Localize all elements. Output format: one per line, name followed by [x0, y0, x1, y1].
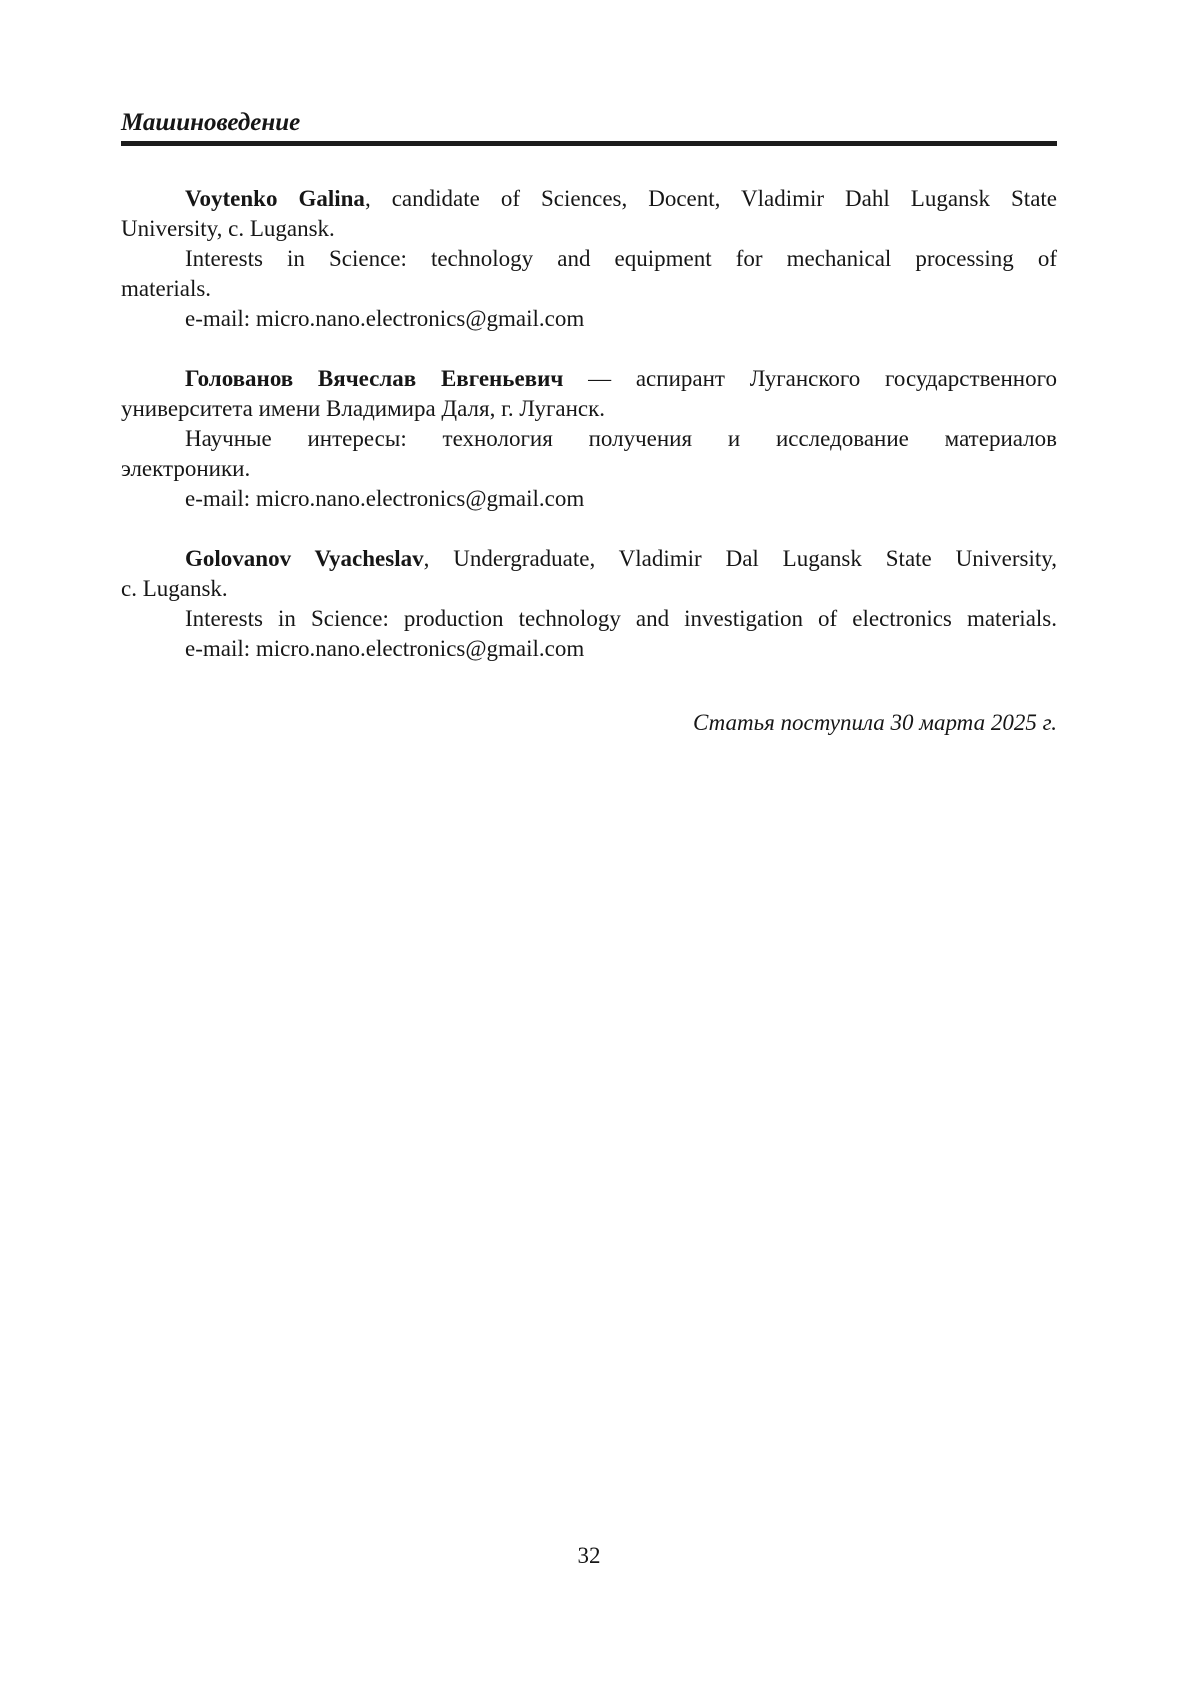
- author-name-line: [121, 364, 1057, 394]
- author-block-golovanov-ru: [121, 364, 1057, 514]
- author-interests-text-2: materials.: [121, 276, 212, 301]
- author-interests-text: Interests in Science: production technology and investigation of electronics materials.: [185, 606, 1057, 631]
- author-email-line: [121, 484, 1057, 514]
- author-interests-line: [121, 424, 1057, 454]
- page-number: [121, 1541, 1057, 1571]
- author-email-line: [121, 304, 1057, 334]
- author-name-line: [121, 184, 1057, 214]
- author-name-line: [121, 544, 1057, 574]
- article-received-note: [121, 708, 1057, 738]
- author-affiliation-line: [121, 394, 1057, 424]
- author-block-voytenko: [121, 184, 1057, 334]
- author-email-text: e-mail: micro.nano.electronics@gmail.com: [185, 486, 585, 511]
- running-head-title: Машиноведение: [121, 109, 301, 136]
- author-block-golovanov-en: [121, 544, 1057, 664]
- author-title-text: , Undergraduate, Vladimir Dal Lugansk State University,: [423, 546, 1057, 571]
- author-email-text: e-mail: micro.nano.electronics@gmail.com: [185, 636, 585, 661]
- author-email-text: e-mail: micro.nano.electronics@gmail.com: [185, 306, 585, 331]
- author-interests-text-2: электроники.: [121, 456, 251, 481]
- received-note-text: Статья поступила 30 марта 2025 г.: [692, 710, 1057, 735]
- author-interests-text: Interests in Science: technology and equipment for mechanical processing of: [185, 246, 1057, 271]
- author-interests-continuation: [121, 454, 1057, 484]
- author-affiliation-line: [121, 574, 1057, 604]
- author-affiliation-text: c. Lugansk.: [121, 576, 228, 601]
- author-affiliation-line: [121, 214, 1057, 244]
- page-content: [121, 0, 1057, 738]
- page-number-text: 32: [577, 1543, 601, 1568]
- author-interests-continuation: [121, 274, 1057, 304]
- author-title-text: — аспирант Луганского государственного: [563, 366, 1057, 391]
- author-title-text: , candidate of Sciences, Docent, Vladimir Dahl Lugansk State: [364, 186, 1057, 211]
- author-name-bold: Голованов Вячеслав Евгеньевич: [185, 366, 564, 391]
- running-head: [121, 108, 1057, 146]
- author-name-bold: Golovanov Vyacheslav: [185, 546, 424, 571]
- author-affiliation-text: университета имени Владимира Даля, г. Луганск.: [121, 396, 606, 421]
- author-interests-line: [121, 244, 1057, 274]
- author-affiliation-text: University, c. Lugansk.: [121, 216, 335, 241]
- author-name-bold: Voytenko Galina: [185, 186, 365, 211]
- author-interests-line: [121, 604, 1057, 634]
- author-interests-text: Научные интересы: технология получения и исследование материалов: [185, 426, 1057, 451]
- author-email-line: [121, 634, 1057, 664]
